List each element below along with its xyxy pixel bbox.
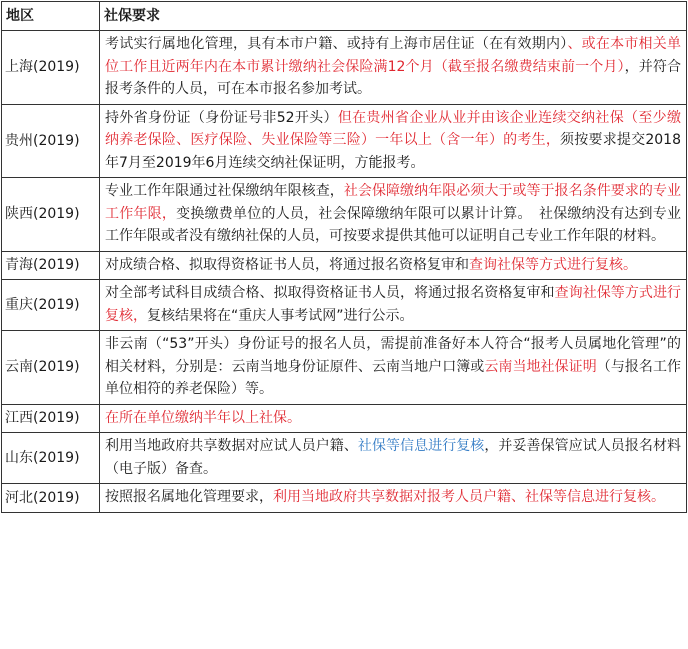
region-cell: 山东(2019)	[2, 433, 100, 484]
requirement-highlight-red: 、或在本市相关单位工作且近两年内在本市累计缴纳社会保险满12个月（截至报名缴费结束前一个月）	[105, 36, 682, 75]
requirement-cell	[100, 484, 687, 513]
requirement-text: 持外省身份证（身份证号非52开头）	[105, 109, 338, 126]
requirement-text: 利用当地政府共享数据对应试人员户籍、	[105, 438, 358, 454]
requirement-cell	[100, 280, 687, 331]
requirement-highlight-red: 社会保障缴纳年限必须大于或等于报名条件要求的专业工作年限，	[105, 183, 682, 222]
requirement-text: ，并妥善保管应试人员报名材料（电子版）备查。	[105, 438, 682, 477]
requirement-text: ，并符合报考条件的人员，可在本市报名参加考试。	[105, 58, 682, 97]
requirement-cell	[100, 178, 687, 252]
requirement-highlight-red: 在所在单位缴纳半年以上社保。	[105, 409, 301, 426]
requirement-text: 对成绩合格、拟取得资格证书人员，将通过报名资格复审和	[105, 256, 469, 273]
requirement-text: 按照报名属地化管理要求，	[105, 489, 273, 505]
header-row	[2, 2, 687, 31]
requirement-highlight-blue: 社保等信息进行复核	[357, 438, 485, 454]
table-row	[2, 433, 687, 484]
requirement-cell	[100, 404, 687, 433]
requirement-highlight-red: 查询社保等方式进行复核，	[105, 285, 682, 324]
table-row	[2, 178, 687, 252]
header-requirement: 社保要求	[100, 2, 687, 31]
table-row	[2, 331, 687, 405]
requirement-text: （与报名工作单位相符的养老保险）等。	[105, 358, 682, 397]
requirement-text: 专业工作年限通过社保缴纳年限核查，	[105, 183, 344, 199]
requirement-text: 非云南（“53”开头）身份证号的报名人员，需提前准备好本人符合“报考人员属地化管理”的相关材料，分别是：云南当地身份证原件、云南当地户口簿或	[105, 336, 681, 375]
region-cell: 贵州(2019)	[2, 104, 100, 178]
table-row	[2, 31, 687, 105]
requirement-highlight-red: 查询社保等方式进行复核。	[469, 256, 637, 273]
region-cell: 云南(2019)	[2, 331, 100, 405]
requirement-cell	[100, 251, 687, 280]
table-row	[2, 104, 687, 178]
requirement-cell	[100, 433, 687, 484]
requirement-text: 考试实行属地化管理，具有本市户籍、或持有上海市居住证（在有效期内）	[105, 36, 568, 52]
table-body	[2, 31, 687, 513]
region-cell: 上海(2019)	[2, 31, 100, 105]
social-security-requirements-table	[1, 1, 687, 513]
requirement-text: 变换缴费单位的人员，社会保障缴纳年限可以累计计算。 社保缴纳没有达到专业工作年限或者没有缴纳社保的人员，可按要求提供其他可以证明自己专业工作年限的材料。	[105, 205, 681, 244]
requirement-text: 须按要求提交2018年7月至2019年6月连续交纳社保证明，方能报考。	[105, 132, 681, 171]
region-cell: 河北(2019)	[2, 484, 100, 513]
requirement-text: 复核结果将在“重庆人事考试网”进行公示。	[147, 307, 414, 324]
requirement-cell	[100, 331, 687, 405]
requirement-text: 对全部考试科目成绩合格、拟取得资格证书人员，将通过报名资格复审和	[105, 285, 555, 301]
table-row	[2, 251, 687, 280]
table-row	[2, 404, 687, 433]
requirement-cell	[100, 31, 687, 105]
table-row	[2, 484, 687, 513]
region-cell: 江西(2019)	[2, 404, 100, 433]
requirement-highlight-red: 但在贵州省企业从业并由该企业连续交纳社保（至少缴纳养老保险、医疗保险、失业保险等三险）一年以上（含一年）的考生，	[105, 109, 681, 148]
requirement-cell	[100, 104, 687, 178]
region-cell: 陕西(2019)	[2, 178, 100, 252]
table-row	[2, 280, 687, 331]
header-region: 地区	[2, 2, 100, 31]
requirement-highlight-red: 云南当地社保证明	[484, 358, 597, 375]
requirement-highlight-red: 利用当地政府共享数据对报考人员户籍、社保等信息进行复核。	[273, 489, 665, 505]
region-cell: 重庆(2019)	[2, 280, 100, 331]
region-cell: 青海(2019)	[2, 251, 100, 280]
